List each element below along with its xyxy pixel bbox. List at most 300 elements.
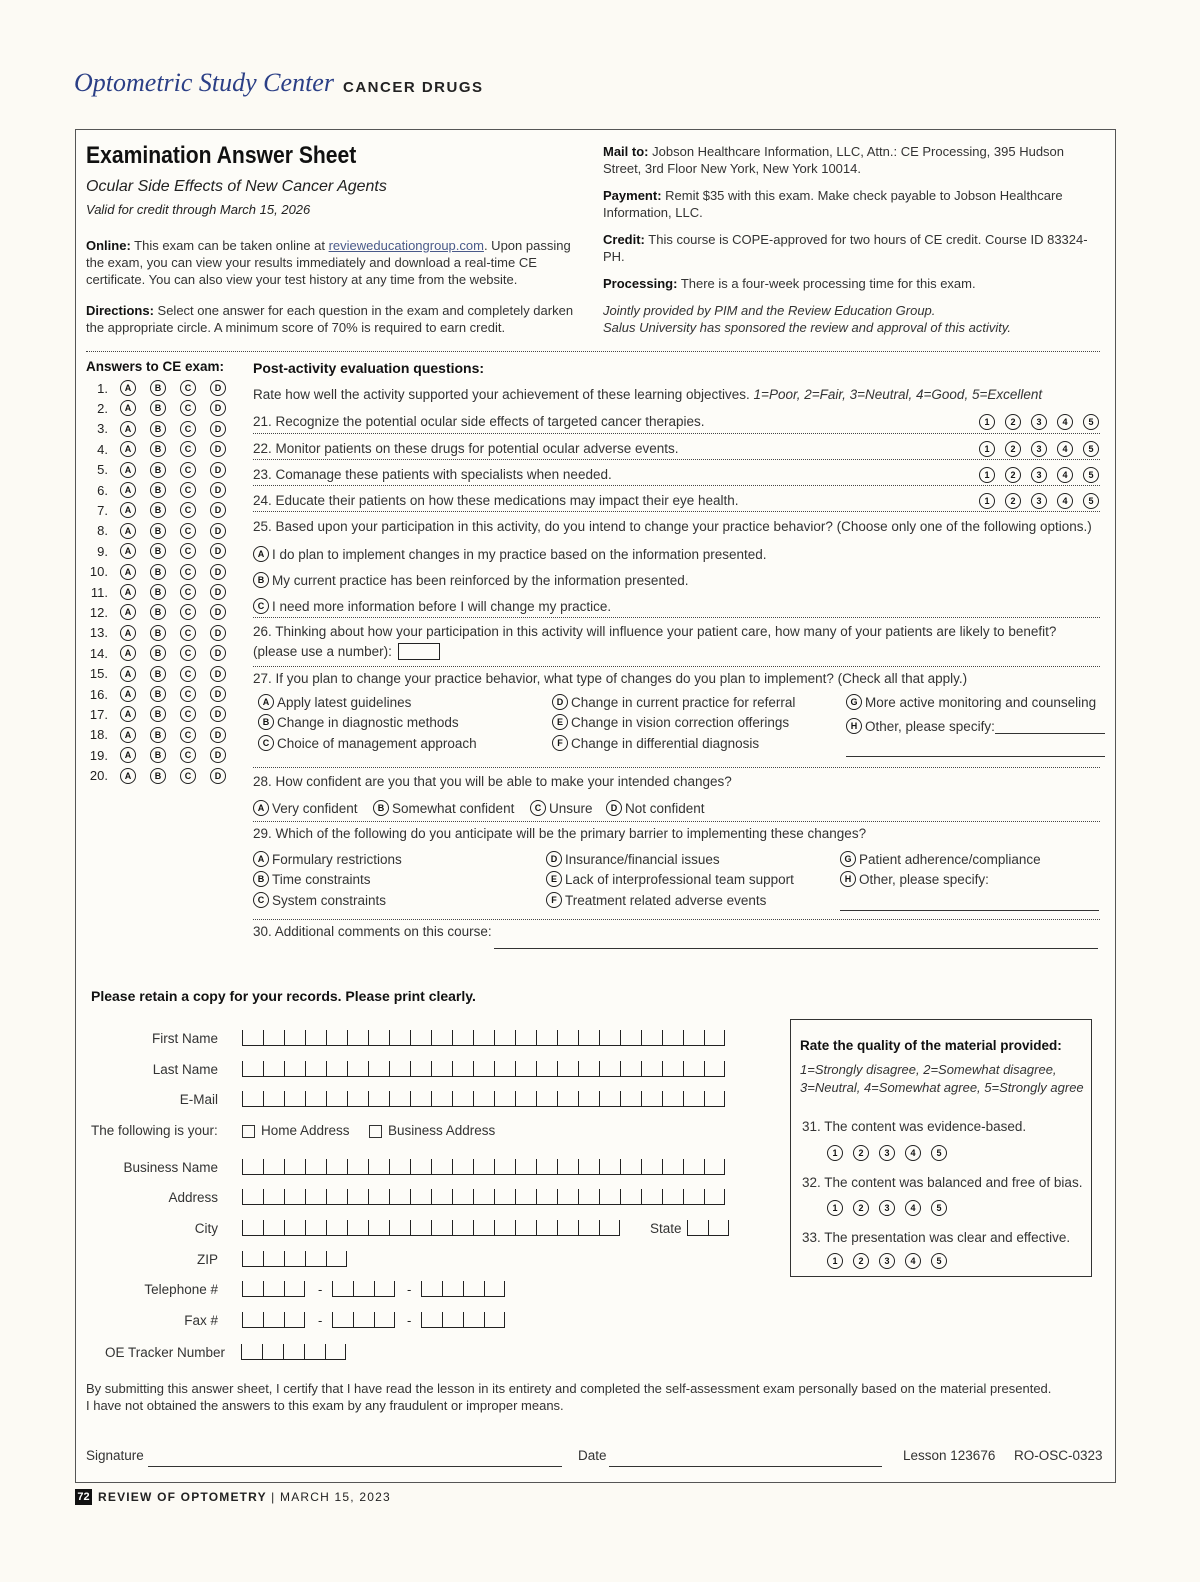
- character-box[interactable]: [473, 1091, 494, 1107]
- character-box[interactable]: [620, 1030, 641, 1046]
- answer-bubble[interactable]: A: [120, 502, 136, 518]
- character-box[interactable]: [452, 1159, 473, 1175]
- answer-bubble[interactable]: D: [210, 543, 226, 559]
- q28-option-a[interactable]: [253, 800, 358, 816]
- character-box[interactable]: [410, 1159, 431, 1175]
- q29-option-g[interactable]: [840, 851, 1041, 867]
- option-bubble[interactable]: C: [258, 735, 274, 751]
- rating-bubble[interactable]: 4: [1057, 467, 1073, 483]
- answer-bubble[interactable]: B: [150, 747, 166, 763]
- q27-option-a[interactable]: [258, 694, 411, 710]
- character-box[interactable]: [599, 1220, 620, 1236]
- answer-bubble[interactable]: C: [180, 584, 196, 600]
- character-box[interactable]: [242, 1189, 263, 1205]
- answer-bubble[interactable]: A: [120, 625, 136, 641]
- character-box[interactable]: [347, 1159, 368, 1175]
- character-box[interactable]: [578, 1189, 599, 1205]
- character-box[interactable]: [484, 1281, 505, 1297]
- character-box[interactable]: [263, 1061, 284, 1077]
- character-box[interactable]: [557, 1061, 578, 1077]
- option-bubble[interactable]: H: [840, 871, 856, 887]
- answer-bubble[interactable]: A: [120, 462, 136, 478]
- answer-bubble[interactable]: D: [210, 686, 226, 702]
- q29-option-c[interactable]: [253, 892, 386, 908]
- character-box[interactable]: [494, 1091, 515, 1107]
- character-box[interactable]: [263, 1281, 284, 1297]
- character-box[interactable]: [494, 1220, 515, 1236]
- q33-rating[interactable]: [827, 1253, 947, 1269]
- rating-bubble[interactable]: 2: [853, 1200, 869, 1216]
- character-box[interactable]: [463, 1281, 484, 1297]
- rating-bubble[interactable]: 1: [827, 1200, 843, 1216]
- character-box[interactable]: [704, 1061, 725, 1077]
- character-box[interactable]: [326, 1251, 347, 1267]
- answer-bubble[interactable]: A: [120, 380, 136, 396]
- q30-comments-input[interactable]: [494, 948, 1098, 949]
- answer-bubble[interactable]: D: [210, 645, 226, 661]
- character-box[interactable]: [494, 1061, 515, 1077]
- character-box[interactable]: [410, 1091, 431, 1107]
- character-box[interactable]: [515, 1091, 536, 1107]
- answer-bubble[interactable]: D: [210, 380, 226, 396]
- answer-bubble[interactable]: C: [180, 543, 196, 559]
- option-bubble[interactable]: C: [253, 892, 269, 908]
- answer-bubble[interactable]: C: [180, 502, 196, 518]
- character-box[interactable]: [353, 1281, 374, 1297]
- character-box[interactable]: [347, 1091, 368, 1107]
- character-box[interactable]: [284, 1281, 305, 1297]
- answer-bubble[interactable]: A: [120, 400, 136, 416]
- answer-bubble[interactable]: B: [150, 462, 166, 478]
- answer-bubble[interactable]: C: [180, 625, 196, 641]
- character-box[interactable]: [557, 1091, 578, 1107]
- telephone-area-input[interactable]: [242, 1281, 305, 1297]
- character-box[interactable]: [347, 1061, 368, 1077]
- character-box[interactable]: [263, 1159, 284, 1175]
- character-box[interactable]: [263, 1091, 284, 1107]
- answer-bubble[interactable]: A: [120, 564, 136, 580]
- rating-bubble[interactable]: 3: [1031, 467, 1047, 483]
- character-box[interactable]: [368, 1030, 389, 1046]
- q27-option-h[interactable]: [846, 718, 995, 734]
- answer-bubble[interactable]: B: [150, 502, 166, 518]
- business-address-option[interactable]: [369, 1123, 495, 1138]
- answer-bubble[interactable]: D: [210, 625, 226, 641]
- address-input[interactable]: [242, 1189, 725, 1205]
- character-box[interactable]: [326, 1061, 347, 1077]
- last-name-input[interactable]: [242, 1061, 725, 1077]
- answer-bubble[interactable]: D: [210, 666, 226, 682]
- character-box[interactable]: [431, 1091, 452, 1107]
- answer-bubble[interactable]: D: [210, 462, 226, 478]
- character-box[interactable]: [410, 1189, 431, 1205]
- character-box[interactable]: [347, 1030, 368, 1046]
- character-box[interactable]: [641, 1189, 662, 1205]
- answer-bubble[interactable]: D: [210, 400, 226, 416]
- answer-bubble[interactable]: B: [150, 400, 166, 416]
- character-box[interactable]: [304, 1344, 325, 1360]
- character-box[interactable]: [494, 1159, 515, 1175]
- character-box[interactable]: [578, 1220, 599, 1236]
- option-bubble[interactable]: B: [373, 800, 389, 816]
- character-box[interactable]: [326, 1091, 347, 1107]
- rating-bubble[interactable]: 1: [979, 493, 995, 509]
- character-box[interactable]: [683, 1061, 704, 1077]
- city-input[interactable]: [242, 1220, 620, 1236]
- answer-bubble[interactable]: B: [150, 380, 166, 396]
- character-box[interactable]: [662, 1061, 683, 1077]
- rating-bubble[interactable]: 1: [827, 1253, 843, 1269]
- answer-bubble[interactable]: A: [120, 482, 136, 498]
- option-bubble[interactable]: C: [530, 800, 546, 816]
- rating-bubble[interactable]: 4: [1057, 441, 1073, 457]
- rating-bubble[interactable]: 4: [905, 1145, 921, 1161]
- character-box[interactable]: [536, 1030, 557, 1046]
- character-box[interactable]: [284, 1091, 305, 1107]
- answer-bubble[interactable]: C: [180, 645, 196, 661]
- option-bubble[interactable]: G: [840, 851, 856, 867]
- answer-bubble[interactable]: C: [180, 421, 196, 437]
- character-box[interactable]: [242, 1281, 263, 1297]
- character-box[interactable]: [332, 1281, 353, 1297]
- first-name-input[interactable]: [242, 1030, 725, 1046]
- answer-bubble[interactable]: A: [120, 543, 136, 559]
- rating-bubble[interactable]: 1: [979, 441, 995, 457]
- q29-other-input[interactable]: [840, 910, 1099, 911]
- character-box[interactable]: [326, 1159, 347, 1175]
- answer-bubble[interactable]: A: [120, 645, 136, 661]
- character-box[interactable]: [620, 1091, 641, 1107]
- character-box[interactable]: [431, 1220, 452, 1236]
- rating-bubble[interactable]: 3: [1031, 414, 1047, 430]
- option-bubble[interactable]: A: [253, 546, 269, 562]
- character-box[interactable]: [442, 1281, 463, 1297]
- character-box[interactable]: [305, 1159, 326, 1175]
- option-bubble[interactable]: A: [253, 800, 269, 816]
- character-box[interactable]: [515, 1189, 536, 1205]
- q29-option-h[interactable]: [840, 871, 989, 887]
- rating-bubble[interactable]: 4: [905, 1200, 921, 1216]
- option-bubble[interactable]: C: [253, 598, 269, 614]
- character-box[interactable]: [305, 1220, 326, 1236]
- q27-option-b[interactable]: [258, 714, 459, 730]
- character-box[interactable]: [242, 1061, 263, 1077]
- rating-bubble[interactable]: 5: [931, 1200, 947, 1216]
- oe-tracker-input[interactable]: [241, 1344, 346, 1360]
- q28-option-b[interactable]: [373, 800, 514, 816]
- q27-option-d[interactable]: [552, 694, 795, 710]
- character-box[interactable]: [578, 1159, 599, 1175]
- character-box[interactable]: [704, 1189, 725, 1205]
- character-box[interactable]: [599, 1189, 620, 1205]
- character-box[interactable]: [421, 1312, 442, 1328]
- character-box[interactable]: [641, 1091, 662, 1107]
- character-box[interactable]: [515, 1220, 536, 1236]
- answer-bubble[interactable]: D: [210, 747, 226, 763]
- answer-bubble[interactable]: C: [180, 768, 196, 784]
- character-box[interactable]: [368, 1220, 389, 1236]
- home-address-checkbox[interactable]: [242, 1125, 255, 1138]
- option-bubble[interactable]: A: [253, 851, 269, 867]
- q23-rating[interactable]: [979, 467, 1099, 483]
- telephone-line-input[interactable]: [421, 1281, 505, 1297]
- answer-bubble[interactable]: C: [180, 666, 196, 682]
- rating-bubble[interactable]: 3: [1031, 441, 1047, 457]
- character-box[interactable]: [347, 1189, 368, 1205]
- character-box[interactable]: [463, 1312, 484, 1328]
- character-box[interactable]: [536, 1061, 557, 1077]
- character-box[interactable]: [305, 1030, 326, 1046]
- character-box[interactable]: [389, 1189, 410, 1205]
- character-box[interactable]: [683, 1030, 704, 1046]
- q29-option-a[interactable]: [253, 851, 402, 867]
- answer-bubble[interactable]: D: [210, 768, 226, 784]
- character-box[interactable]: [374, 1281, 395, 1297]
- character-box[interactable]: [473, 1189, 494, 1205]
- answer-bubble[interactable]: D: [210, 482, 226, 498]
- answer-bubble[interactable]: A: [120, 727, 136, 743]
- answer-bubble[interactable]: D: [210, 706, 226, 722]
- rating-bubble[interactable]: 5: [1083, 467, 1099, 483]
- character-box[interactable]: [242, 1251, 263, 1267]
- character-box[interactable]: [263, 1312, 284, 1328]
- answer-bubble[interactable]: D: [210, 441, 226, 457]
- character-box[interactable]: [263, 1251, 284, 1267]
- q24-rating[interactable]: [979, 493, 1099, 509]
- character-box[interactable]: [704, 1030, 725, 1046]
- home-address-option[interactable]: [242, 1123, 350, 1138]
- option-bubble[interactable]: E: [546, 871, 562, 887]
- q25-option-a[interactable]: [253, 546, 767, 562]
- fax-line-input[interactable]: [421, 1312, 505, 1328]
- character-box[interactable]: [708, 1220, 729, 1236]
- answer-bubble[interactable]: D: [210, 523, 226, 539]
- q25-option-b[interactable]: [253, 572, 688, 588]
- option-bubble[interactable]: D: [552, 694, 568, 710]
- character-box[interactable]: [326, 1189, 347, 1205]
- character-box[interactable]: [389, 1159, 410, 1175]
- answer-bubble[interactable]: A: [120, 523, 136, 539]
- signature-input[interactable]: [148, 1466, 562, 1467]
- character-box[interactable]: [599, 1061, 620, 1077]
- character-box[interactable]: [494, 1030, 515, 1046]
- answer-bubble[interactable]: A: [120, 686, 136, 702]
- answer-bubble[interactable]: C: [180, 462, 196, 478]
- character-box[interactable]: [536, 1159, 557, 1175]
- answer-bubble[interactable]: C: [180, 727, 196, 743]
- character-box[interactable]: [284, 1030, 305, 1046]
- answer-bubble[interactable]: C: [180, 604, 196, 620]
- rating-bubble[interactable]: 1: [827, 1145, 843, 1161]
- answer-bubble[interactable]: B: [150, 768, 166, 784]
- business-address-checkbox[interactable]: [369, 1125, 382, 1138]
- q29-option-e[interactable]: [546, 871, 794, 887]
- rating-bubble[interactable]: 2: [1005, 441, 1021, 457]
- answer-bubble[interactable]: D: [210, 564, 226, 580]
- character-box[interactable]: [284, 1251, 305, 1267]
- character-box[interactable]: [410, 1061, 431, 1077]
- answer-bubble[interactable]: B: [150, 523, 166, 539]
- character-box[interactable]: [353, 1312, 374, 1328]
- rating-bubble[interactable]: 3: [1031, 493, 1047, 509]
- rating-bubble[interactable]: 5: [1083, 441, 1099, 457]
- character-box[interactable]: [620, 1061, 641, 1077]
- answer-bubble[interactable]: B: [150, 727, 166, 743]
- option-bubble[interactable]: B: [253, 871, 269, 887]
- character-box[interactable]: [557, 1159, 578, 1175]
- rating-bubble[interactable]: 2: [853, 1253, 869, 1269]
- character-box[interactable]: [421, 1281, 442, 1297]
- character-box[interactable]: [263, 1030, 284, 1046]
- character-box[interactable]: [284, 1312, 305, 1328]
- email-input[interactable]: [242, 1091, 725, 1107]
- character-box[interactable]: [305, 1251, 326, 1267]
- rating-bubble[interactable]: 4: [1057, 493, 1073, 509]
- character-box[interactable]: [683, 1159, 704, 1175]
- character-box[interactable]: [326, 1220, 347, 1236]
- option-bubble[interactable]: E: [552, 714, 568, 730]
- character-box[interactable]: [494, 1189, 515, 1205]
- character-box[interactable]: [641, 1061, 662, 1077]
- character-box[interactable]: [347, 1220, 368, 1236]
- rating-bubble[interactable]: 2: [1005, 414, 1021, 430]
- option-bubble[interactable]: F: [552, 735, 568, 751]
- rating-bubble[interactable]: 3: [879, 1145, 895, 1161]
- character-box[interactable]: [536, 1091, 557, 1107]
- online-link[interactable]: revieweducationgroup.com: [328, 238, 484, 253]
- rating-bubble[interactable]: 5: [931, 1253, 947, 1269]
- q29-option-b[interactable]: [253, 871, 371, 887]
- character-box[interactable]: [599, 1159, 620, 1175]
- q22-rating[interactable]: [979, 441, 1099, 457]
- q21-rating[interactable]: [979, 414, 1099, 430]
- answer-bubble[interactable]: C: [180, 686, 196, 702]
- character-box[interactable]: [284, 1061, 305, 1077]
- q27-option-e[interactable]: [552, 714, 789, 730]
- q28-option-d[interactable]: [606, 800, 705, 816]
- character-box[interactable]: [283, 1344, 304, 1360]
- fax-prefix-input[interactable]: [332, 1312, 395, 1328]
- character-box[interactable]: [662, 1030, 683, 1046]
- answer-bubble[interactable]: D: [210, 604, 226, 620]
- character-box[interactable]: [515, 1061, 536, 1077]
- character-box[interactable]: [242, 1159, 263, 1175]
- character-box[interactable]: [431, 1159, 452, 1175]
- character-box[interactable]: [620, 1159, 641, 1175]
- answer-bubble[interactable]: B: [150, 564, 166, 580]
- option-bubble[interactable]: A: [258, 694, 274, 710]
- answer-bubble[interactable]: A: [120, 706, 136, 722]
- answer-bubble[interactable]: C: [180, 706, 196, 722]
- state-input[interactable]: [687, 1220, 729, 1236]
- answer-bubble[interactable]: C: [180, 523, 196, 539]
- rating-bubble[interactable]: 2: [853, 1145, 869, 1161]
- character-box[interactable]: [683, 1091, 704, 1107]
- answer-bubble[interactable]: B: [150, 421, 166, 437]
- rating-bubble[interactable]: 5: [931, 1145, 947, 1161]
- option-bubble[interactable]: H: [846, 718, 862, 734]
- rating-bubble[interactable]: 5: [1083, 414, 1099, 430]
- character-box[interactable]: [704, 1091, 725, 1107]
- answer-bubble[interactable]: A: [120, 421, 136, 437]
- character-box[interactable]: [368, 1189, 389, 1205]
- character-box[interactable]: [452, 1189, 473, 1205]
- character-box[interactable]: [536, 1189, 557, 1205]
- character-box[interactable]: [284, 1220, 305, 1236]
- character-box[interactable]: [452, 1061, 473, 1077]
- character-box[interactable]: [263, 1189, 284, 1205]
- character-box[interactable]: [368, 1159, 389, 1175]
- character-box[interactable]: [662, 1189, 683, 1205]
- rating-bubble[interactable]: 1: [979, 467, 995, 483]
- character-box[interactable]: [662, 1159, 683, 1175]
- character-box[interactable]: [368, 1091, 389, 1107]
- character-box[interactable]: [326, 1030, 347, 1046]
- character-box[interactable]: [536, 1220, 557, 1236]
- answer-bubble[interactable]: B: [150, 584, 166, 600]
- answer-bubble[interactable]: B: [150, 666, 166, 682]
- character-box[interactable]: [599, 1091, 620, 1107]
- character-box[interactable]: [473, 1159, 494, 1175]
- character-box[interactable]: [389, 1091, 410, 1107]
- fax-area-input[interactable]: [242, 1312, 305, 1328]
- character-box[interactable]: [262, 1344, 283, 1360]
- answer-bubble[interactable]: B: [150, 706, 166, 722]
- answer-bubble[interactable]: D: [210, 727, 226, 743]
- character-box[interactable]: [431, 1061, 452, 1077]
- character-box[interactable]: [515, 1159, 536, 1175]
- character-box[interactable]: [557, 1189, 578, 1205]
- rating-bubble[interactable]: 1: [979, 414, 995, 430]
- rating-bubble[interactable]: 2: [1005, 467, 1021, 483]
- q25-option-c[interactable]: [253, 598, 611, 614]
- option-bubble[interactable]: B: [253, 572, 269, 588]
- answer-bubble[interactable]: A: [120, 768, 136, 784]
- character-box[interactable]: [704, 1159, 725, 1175]
- character-box[interactable]: [452, 1030, 473, 1046]
- q27-option-g[interactable]: [846, 694, 1096, 710]
- character-box[interactable]: [389, 1061, 410, 1077]
- character-box[interactable]: [578, 1030, 599, 1046]
- answer-bubble[interactable]: C: [180, 380, 196, 396]
- character-box[interactable]: [368, 1061, 389, 1077]
- q27-option-c[interactable]: [258, 735, 477, 751]
- telephone-prefix-input[interactable]: [332, 1281, 395, 1297]
- character-box[interactable]: [473, 1030, 494, 1046]
- character-box[interactable]: [431, 1030, 452, 1046]
- character-box[interactable]: [410, 1030, 431, 1046]
- answer-bubble[interactable]: C: [180, 564, 196, 580]
- character-box[interactable]: [557, 1220, 578, 1236]
- rating-bubble[interactable]: 3: [879, 1253, 895, 1269]
- character-box[interactable]: [662, 1091, 683, 1107]
- character-box[interactable]: [442, 1312, 463, 1328]
- rating-bubble[interactable]: 5: [1083, 493, 1099, 509]
- option-bubble[interactable]: G: [846, 694, 862, 710]
- character-box[interactable]: [557, 1030, 578, 1046]
- rating-bubble[interactable]: 4: [1057, 414, 1073, 430]
- option-bubble[interactable]: D: [546, 851, 562, 867]
- option-bubble[interactable]: F: [546, 892, 562, 908]
- q31-rating[interactable]: [827, 1145, 947, 1161]
- answer-bubble[interactable]: C: [180, 482, 196, 498]
- answer-bubble[interactable]: B: [150, 625, 166, 641]
- rating-bubble[interactable]: 4: [905, 1253, 921, 1269]
- character-box[interactable]: [599, 1030, 620, 1046]
- character-box[interactable]: [452, 1220, 473, 1236]
- option-bubble[interactable]: B: [258, 714, 274, 730]
- q27-other-input-2[interactable]: [846, 756, 1105, 757]
